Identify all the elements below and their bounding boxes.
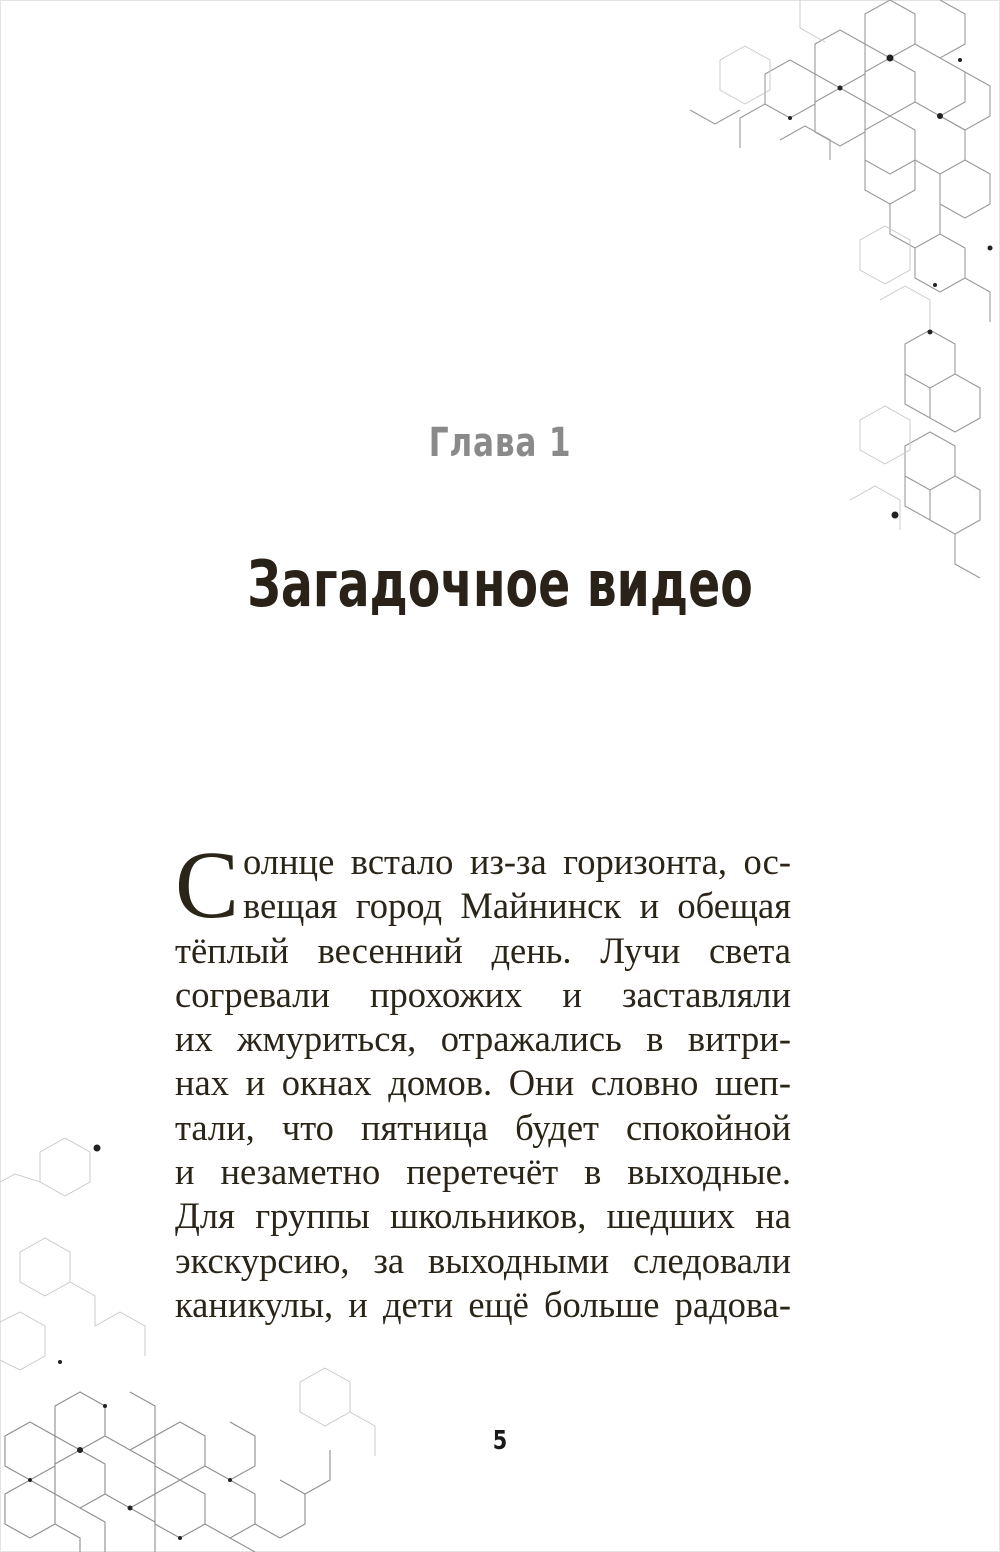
page-number: 5 [492, 1426, 508, 1456]
text-line: Для группы школьников, шедших на [175, 1195, 791, 1237]
text-line: каникулы, и дети ещё больше радова- [175, 1283, 791, 1325]
text-line: экскурсию, за выходными следовали [175, 1239, 791, 1281]
text-line: и незаметно перетечёт в выходные. [175, 1151, 791, 1193]
text-line: вещая город Майнинск и обещая [243, 885, 791, 927]
chapter-label: Глава 1 [428, 420, 572, 466]
text-line: тали, что пятница будет спокойной [175, 1106, 791, 1148]
chapter-title: Загадочное видео [247, 548, 753, 622]
text-line: их жмуриться, отражались в витри- [175, 1018, 791, 1060]
text-line: согревали прохожих и заставляли [175, 973, 791, 1015]
text-line: олнце встало из-за горизонта, ос- [243, 841, 791, 882]
chapter-body-paragraph [175, 831, 791, 1327]
text-line: нах и окнах домов. Они словно шеп- [175, 1062, 791, 1104]
drop-cap: С [175, 831, 240, 938]
text-line: тёплый весенний день. Лучи света [175, 929, 791, 971]
